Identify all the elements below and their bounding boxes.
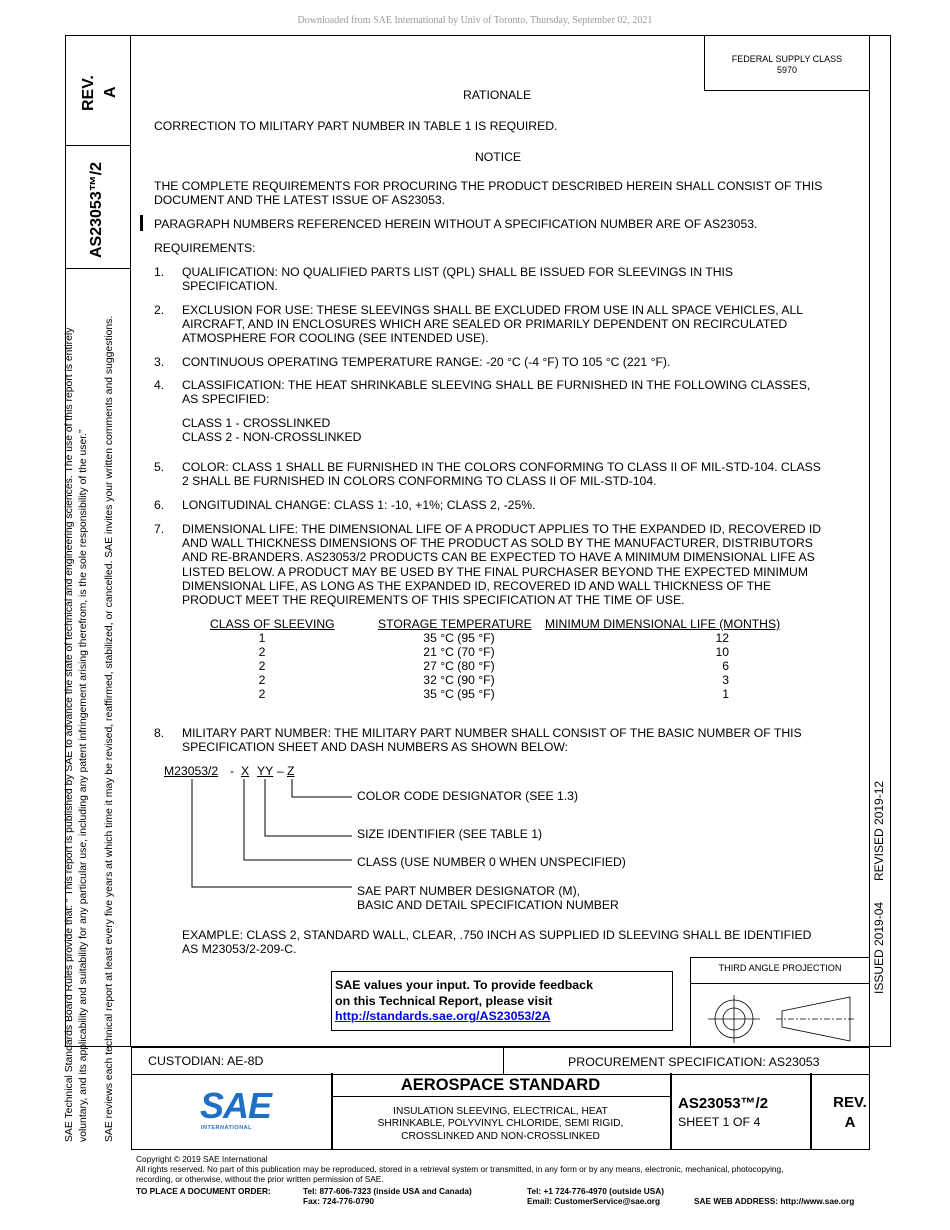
requirements-heading: REQUIREMENTS: (154, 241, 256, 255)
table-cell: 1 (258, 631, 266, 645)
sae-logo: SAE (200, 1085, 272, 1126)
item-number: 6. (154, 498, 165, 512)
table-cell: 2 (258, 687, 266, 701)
item-line: DIMENSIONAL LIFE, AS LONG AS THE EXPANDED ID, RECOVERED ID AND WALL THICKNESS OF THE (182, 578, 771, 593)
projection-symbol-icon (700, 990, 860, 1045)
margin-notice-line3: SAE reviews each technical report at least every five years at which time it may be revised, reaffirmed, stabilized, or cancelled. SAE invites your written comments and suggestions. (104, 315, 115, 1142)
tel-international: Tel: +1 724-776-4970 (outside USA) (527, 1186, 665, 1196)
federal-supply-value: 5970 (776, 65, 798, 75)
item-line: 2 SHALL BE FURNISHED IN COLORS CONFORMING TO CLASS II OF MIL-STD-104. (182, 474, 657, 489)
class-2: CLASS 2 - NON-CROSSLINKED (182, 430, 362, 445)
description-line: CROSSLINKED AND NON-CROSSLINKED (401, 1130, 600, 1142)
part-number-size-code: YY (257, 764, 274, 778)
leader-line-class (244, 779, 352, 860)
item-line: QUALIFICATION: NO QUALIFIED PARTS LIST (QPL) SHALL BE ISSUED FOR SLEEVINGS IN THIS (182, 265, 734, 279)
custodian: CUSTODIAN: AE-8D (148, 1054, 264, 1068)
divider (690, 983, 870, 984)
email: Email: CustomerService@sae.org (527, 1196, 661, 1206)
feedback-link[interactable]: http://standards.sae.org/AS23053/2A (335, 1009, 551, 1023)
label-line: BASIC AND DETAIL SPECIFICATION NUMBER (357, 898, 619, 913)
table-cell: 1 (722, 687, 729, 701)
item-line: DIMENSIONAL LIFE: THE DIMENSIONAL LIFE OF A PRODUCT APPLIES TO THE EXPANDED ID, RECOVERED ID (182, 522, 822, 536)
part-number-base: M23053/2 (164, 764, 219, 778)
label-sae-designator (357, 884, 619, 912)
revised-date: REVISED 2019-12 (872, 780, 886, 881)
leader-line-color (292, 779, 352, 797)
table-cell: 2 (258, 673, 266, 687)
item-line: PRODUCT MEET THE REQUIREMENTS OF THIS SPECIFICATION AT THE TIME OF USE. (182, 593, 685, 608)
item-number: 8. (154, 726, 165, 740)
order-label: TO PLACE A DOCUMENT ORDER: (136, 1186, 271, 1196)
table-cell: 3 (722, 673, 729, 687)
aerospace-standard-title: AEROSPACE STANDARD (400, 1076, 601, 1094)
web-address: SAE WEB ADDRESS: http://www.sae.org (694, 1196, 855, 1206)
item-line: MILITARY PART NUMBER: THE MILITARY PART NUMBER SHALL CONSIST OF THE BASIC NUMBER OF THIS (182, 726, 802, 740)
rev-value: A (844, 1114, 856, 1131)
sae-logo-subtitle: INTERNATIONAL (201, 1125, 253, 1131)
notice-line: DOCUMENT AND THE LATEST ISSUE OF AS23053. (154, 193, 446, 208)
procurement-specification: PROCUREMENT SPECIFICATION: AS23053 (568, 1055, 820, 1069)
item-number: 4. (154, 378, 165, 392)
example-line: EXAMPLE: CLASS 2, STANDARD WALL, CLEAR, .750 INCH AS SUPPLIED ID SLEEVING SHALL BE IDENTIFIED (182, 928, 812, 942)
tel-us: Tel: 877-606-7323 (inside USA and Canada) (303, 1186, 472, 1196)
document-description (331, 1106, 670, 1143)
rev-label: REV. (80, 75, 97, 111)
fax: Fax: 724-776-0790 (303, 1196, 375, 1206)
item-line: CONTINUOUS OPERATING TEMPERATURE RANGE: -20 °C (-4 °F) TO 105 °C (221 °F). (182, 355, 671, 369)
rev-value: A (102, 86, 119, 98)
rationale-text: CORRECTION TO MILITARY PART NUMBER IN TABLE 1 IS REQUIRED. (154, 119, 558, 133)
download-watermark: Downloaded from SAE International by Univ of Toronto, Thursday, September 02, 2021 (297, 15, 653, 26)
notice-line: THE COMPLETE REQUIREMENTS FOR PROCURING THE PRODUCT DESCRIBED HEREIN SHALL CONSIST OF THIS (154, 179, 823, 193)
item-line: CLASSIFICATION: THE HEAT SHRINKABLE SLEEVING SHALL BE FURNISHED IN THE FOLLOWING CLASSES, (182, 378, 811, 392)
feedback-line: SAE values your input. To provide feedback (335, 978, 593, 992)
rights-line: All rights reserved. No part of this publication may be reproduced, stored in a retrieval system or transmitted, in any form or by any means, electronic, mechanical, photocopying, (136, 1164, 784, 1174)
table-cell: 2 (258, 645, 266, 659)
feedback-box (331, 971, 673, 1031)
margin-notice-line2: voluntary, and its applicability and suitability for any particular use, including any patent infringement arising therefrom, is the sole responsibility of the user.” (78, 429, 89, 1142)
divider (503, 1047, 504, 1075)
label-color-code: COLOR CODE DESIGNATOR (SEE 1.3) (357, 789, 578, 803)
item-line: AND RE-BRANDERS. AS23053/2 PRODUCTS CAN BE EXPECTED TO HAVE A MINIMUM DIMENSIONAL LIFE AS (182, 550, 815, 565)
label-size-identifier: SIZE IDENTIFIER (SEE TABLE 1) (357, 827, 543, 841)
leader-line-size (265, 779, 352, 836)
example-line: AS M23053/2-209-C. (182, 942, 297, 957)
column-header: MINIMUM DIMENSIONAL LIFE (MONTHS) (545, 617, 781, 631)
table-cell: 32 °C (90 °F) (423, 673, 495, 687)
divider (670, 1073, 672, 1150)
item-line: EXCLUSION FOR USE: THESE SLEEVINGS SHALL BE EXCLUDED FROM USE IN ALL SPACE VEHICLES, ALL (182, 303, 804, 317)
table-cell: 35 °C (95 °F) (423, 631, 495, 645)
rights-line: recording, or otherwise, without the prior written permission of SAE. (136, 1174, 384, 1184)
part-number-color-code: Z (287, 764, 295, 778)
column-header: CLASS OF SLEEVING (210, 617, 335, 631)
description-line: SHRINKABLE, POLYVINYL CHLORIDE, SEMI RIGID, (377, 1118, 624, 1130)
label-line: SAE PART NUMBER DESIGNATOR (M), (357, 884, 581, 898)
item-line: ATMOSPHERE FOR COOLING (SEE INTENDED USE). (182, 331, 489, 346)
table-cell: 21 °C (70 °F) (423, 645, 495, 659)
example-text (182, 928, 811, 956)
leader-line-sae (192, 779, 352, 887)
federal-supply-label: FEDERAL SUPPLY CLASS (731, 54, 843, 64)
table-cell: 6 (722, 659, 729, 673)
item-number: 1. (154, 265, 165, 279)
column-header: STORAGE TEMPERATURE (378, 617, 532, 631)
item-line: SPECIFICATION. (182, 279, 278, 294)
label-class: CLASS (USE NUMBER 0 WHEN UNSPECIFIED) (357, 855, 626, 869)
third-angle-label: THIRD ANGLE PROJECTION (718, 963, 842, 973)
item-number: 2. (154, 303, 165, 317)
item-line: AND WALL THICKNESS DIMENSIONS OF THE PRODUCT AS SOLD BY THE MANUFACTURER, DISTRIBUTORS (182, 536, 813, 551)
item-line: AIRCRAFT, AND IN ENCLOSURES WHICH ARE SEALED OR PRIMARILY DEPENDENT ON RECIRCULATED (182, 317, 788, 332)
revision-block (810, 1093, 890, 1133)
feedback-line: on this Technical Report, please visit (335, 993, 553, 1008)
item-line: SPECIFICATION SHEET AND DASH NUMBERS AS SHOWN BELOW: (182, 740, 569, 755)
copyright: Copyright © 2019 SAE International (136, 1154, 268, 1164)
item-line: AS SPECIFIED: (182, 392, 270, 407)
item-line: LISTED BELOW. A PRODUCT MAY BE USED BY THE FINAL PURCHASER BEYOND THE EXPECTED MINIMUM (182, 564, 808, 579)
rev-label: REV. (833, 1094, 867, 1111)
table-cell: 35 °C (95 °F) (423, 687, 495, 701)
table-cell: 10 (715, 645, 729, 659)
class-1: CLASS 1 - CROSSLINKED (182, 416, 331, 430)
rationale-heading: RATIONALE (463, 88, 532, 102)
divider (331, 1096, 670, 1097)
part-number-class-code: X (241, 764, 250, 778)
notice-heading: NOTICE (475, 150, 522, 164)
issued-date: ISSUED 2019-04 (872, 901, 886, 994)
sheet-number: SHEET 1 OF 4 (678, 1115, 761, 1129)
description-line: INSULATION SLEEVING, ELECTRICAL, HEAT (393, 1106, 608, 1117)
item-number: 3. (154, 355, 165, 369)
notice-paragraph-2: PARAGRAPH NUMBERS REFERENCED HEREIN WITHOUT A SPECIFICATION NUMBER ARE OF AS23053. (154, 217, 758, 231)
document-number-vertical: AS23053™/2 (88, 161, 105, 258)
document-number: AS23053™/2 (678, 1095, 769, 1112)
margin-notice-line1: SAE Technical Standards Board Rules provide that: “ This report is published by SAE to advance the state of technical and engineering sciences. The use of this report is entirely (64, 327, 75, 1142)
item-number: 5. (154, 460, 165, 474)
part-number-dash: - (230, 764, 235, 778)
item-line: COLOR: CLASS 1 SHALL BE FURNISHED IN THE COLORS CONFORMING TO CLASS II OF MIL-STD-104. CLASS (182, 460, 821, 474)
part-number-dash-2: – (277, 764, 284, 778)
table-cell: 27 °C (80 °F) (423, 659, 495, 673)
item-line: LONGITUDINAL CHANGE: CLASS 1: -10, +1%; CLASS 2, -25%. (182, 498, 536, 512)
item-number: 7. (154, 522, 165, 536)
table-cell: 12 (715, 631, 729, 645)
table-cell: 2 (258, 659, 266, 673)
